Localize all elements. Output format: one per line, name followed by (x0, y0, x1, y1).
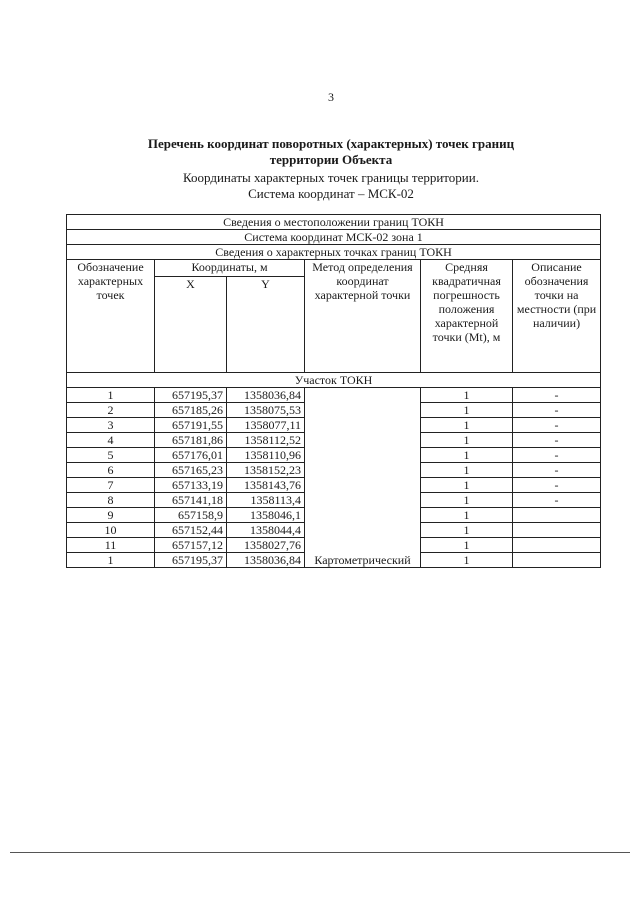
coord-y: 1358143,76 (227, 478, 305, 493)
header-method: Метод определения координат характерной точки (305, 260, 421, 373)
accuracy-value: 1 (421, 523, 513, 538)
point-id: 2 (67, 403, 155, 418)
table-row (67, 388, 601, 403)
coord-y: 1358152,23 (227, 463, 305, 478)
accuracy-value: 1 (421, 463, 513, 478)
coord-x: 657185,26 (155, 403, 227, 418)
description-value: - (513, 448, 601, 463)
band-coordinate-system: Система координат МСК-02 зона 1 (67, 230, 601, 245)
description-value: - (513, 418, 601, 433)
accuracy-value: 1 (421, 478, 513, 493)
description-value: - (513, 388, 601, 403)
coord-x: 657158,9 (155, 508, 227, 523)
accuracy-value: 1 (421, 508, 513, 523)
accuracy-value: 1 (421, 433, 513, 448)
coord-y: 1358075,53 (227, 403, 305, 418)
coord-x: 657157,12 (155, 538, 227, 553)
accuracy-value: 1 (421, 448, 513, 463)
coord-y: 1358036,84 (227, 388, 305, 403)
document-title (0, 136, 640, 168)
subtitle-line-2: Система координат – МСК-02 (248, 186, 414, 201)
title-line-1: Перечень координат поворотных (характерных) точек границ (147, 136, 515, 151)
description-value: - (513, 493, 601, 508)
header-y: Y (227, 277, 305, 373)
coord-x: 657141,18 (155, 493, 227, 508)
coord-y: 1358036,84 (227, 553, 305, 568)
point-id: 6 (67, 463, 155, 478)
coord-x: 657133,19 (155, 478, 227, 493)
point-id: 1 (67, 388, 155, 403)
point-id: 5 (67, 448, 155, 463)
accuracy-value: 1 (421, 538, 513, 553)
point-id: 4 (67, 433, 155, 448)
coord-y: 1358044,4 (227, 523, 305, 538)
point-id: 9 (67, 508, 155, 523)
section-row: Участок ТОКН (67, 373, 601, 388)
accuracy-value: 1 (421, 418, 513, 433)
description-value: - (513, 478, 601, 493)
document-subtitle (0, 170, 640, 202)
accuracy-value: 1 (421, 553, 513, 568)
description-value (513, 538, 601, 553)
subtitle-line-1: Координаты характерных точек границы территории. (183, 170, 479, 185)
coord-y: 1358113,4 (227, 493, 305, 508)
coord-y: 1358046,1 (227, 508, 305, 523)
coord-x: 657195,37 (155, 388, 227, 403)
point-id: 8 (67, 493, 155, 508)
coord-x: 657181,86 (155, 433, 227, 448)
band-location: Сведения о местоположении границ ТОКН (67, 215, 601, 230)
title-line-2: территории Объекта (269, 152, 393, 167)
header-designation: Обозначение характерных точек (67, 260, 155, 373)
header-description: Описание обозначения точки на местности (при наличии) (513, 260, 601, 373)
point-id: 7 (67, 478, 155, 493)
accuracy-value: 1 (421, 493, 513, 508)
coord-y: 1358027,76 (227, 538, 305, 553)
accuracy-value: 1 (421, 403, 513, 418)
description-value: - (513, 433, 601, 448)
coord-y: 1358110,96 (227, 448, 305, 463)
coord-y: 1358077,11 (227, 418, 305, 433)
description-value (513, 553, 601, 568)
band-points-info: Сведения о характерных точках границ ТОКН (67, 245, 601, 260)
point-id: 3 (67, 418, 155, 433)
description-value: - (513, 463, 601, 478)
coordinates-table (66, 214, 601, 568)
point-id: 11 (67, 538, 155, 553)
header-coordinates: Координаты, м (155, 260, 305, 277)
header-x: X (155, 277, 227, 373)
method-cell: Картометрический (305, 388, 421, 568)
coord-x: 657165,23 (155, 463, 227, 478)
point-id: 10 (67, 523, 155, 538)
coord-x: 657191,55 (155, 418, 227, 433)
description-value: - (513, 403, 601, 418)
description-value (513, 523, 601, 538)
accuracy-value: 1 (421, 388, 513, 403)
page-number: 3 (328, 90, 334, 104)
header-accuracy: Средняя квадратичная погрешность положения характерной точки (Mt), м (421, 260, 513, 373)
coord-y: 1358112,52 (227, 433, 305, 448)
coord-x: 657195,37 (155, 553, 227, 568)
point-id: 1 (67, 553, 155, 568)
bottom-divider (10, 852, 630, 853)
coord-x: 657152,44 (155, 523, 227, 538)
coord-x: 657176,01 (155, 448, 227, 463)
description-value (513, 508, 601, 523)
